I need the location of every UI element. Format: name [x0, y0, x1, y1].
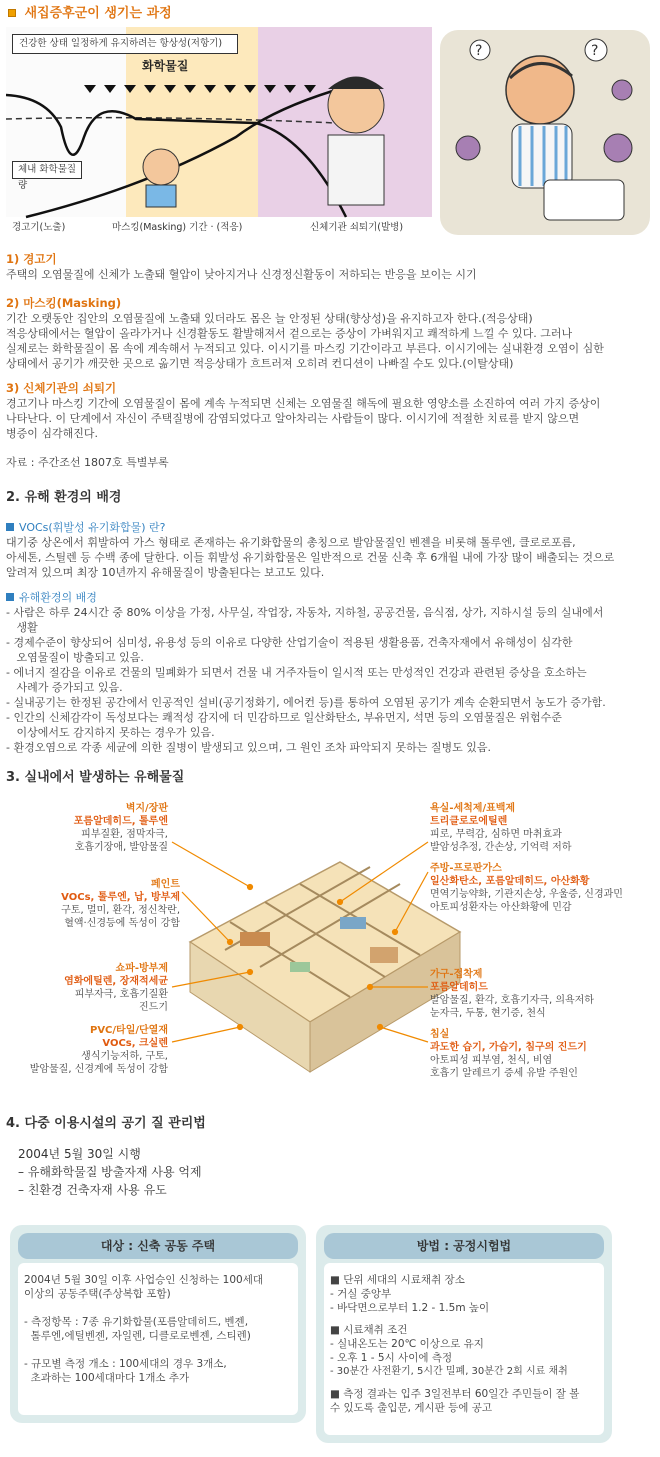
- svg-text:?: ?: [475, 43, 483, 59]
- page-title: 새집증후군이 생기는 과정: [24, 6, 172, 21]
- background-text: 이상에서도 감지하지 못하는 경우가 있음.: [6, 726, 215, 739]
- law-date: 2004년 5월 30일 시행: [18, 1147, 141, 1161]
- target-box: [10, 1225, 306, 1423]
- law-point: – 친환경 건축자재 사용 유도: [18, 1183, 167, 1197]
- section3-title: 3. 실내에서 발생하는 유해물질: [6, 770, 185, 785]
- stage-text: 병증이 심각해진다.: [6, 427, 99, 440]
- hazard-bathroom: 욕실-세척제/표백제 트리클로로에틸렌 피로, 무력감, 심하면 마취효과 발암성추정, 간손상, 기억력 저하: [430, 803, 572, 853]
- house-hazards-figure: [0, 792, 660, 1092]
- method-box-body: ■ 단위 세대의 시료채취 장소 - 거실 중앙부 - 바닥면으로부터 1.2 - 1.5m 높이 ■ 시료채취 조건 - 실내온도는 20℃ 이상으로 유지 - 오후 1 - 5시 사이에 측정 - 30분간 사전환기, 5시간 밀폐, 30분간 2회 시료 채취 ■ 측정 결과는 입주 3일전부터 60일간 주민들이 잘 볼 수 있도록 출입문, 게시판 등에 공고: [324, 1263, 604, 1435]
- hazard-kitchen: 주방-프로판가스 일산화탄소, 포름알데히드, 아산화황 면역기능약화, 기관지손상, 우울증, 신경과민 아토피성환자는 아산화황에 민감: [430, 863, 623, 913]
- method-box-header: 방법 : 공정시험법: [324, 1233, 604, 1259]
- source-note: 자료 : 주간조선 1807호 특별부록: [6, 456, 169, 469]
- background-text: 사례가 증가되고 있음.: [6, 681, 123, 694]
- homeostasis-label: 건강한 상태 일정하게 유지하려는 항상성(저항기): [12, 34, 238, 54]
- stage-text: 나타난다. 이 단계에서 자신이 주택질병에 감염되었다고 알아차리는 사람들이 많다. 이시기에 적절한 치료를 받지 않으면: [6, 412, 580, 425]
- sick-man-illustration: [440, 30, 650, 235]
- voc-text: 아세톤, 스틸렌 등 수백 종에 달한다. 이들 휘발성 유기화합물은 일반적으로 건물 신축 후 6개월 내에 가장 많이 배출되는 것으로: [6, 551, 615, 564]
- background-block: [6, 590, 656, 755]
- target-box-header: 대상 : 신축 공동 주택: [18, 1233, 298, 1259]
- phase-label-warning: 경고기(노출): [12, 222, 66, 233]
- voc-block: [6, 520, 656, 580]
- stage-text: 적응상태에서는 혈압이 올라가거나 신경활동도 활발해져서 겉으로는 증상이 가벼워지고 쾌적하게 느낄 수 있다. 그러나: [6, 327, 573, 340]
- svg-text:?: ?: [591, 43, 599, 59]
- background-text: - 에너지 절감을 이유로 건물의 밀폐화가 되면서 건물 내 거주자들이 일시적 또는 만성적인 건강과 관련된 증상을 호소하는: [6, 666, 587, 679]
- chemical-label: 화학물질: [142, 59, 189, 73]
- stage-text: 기간 오랫동안 집안의 오염물질에 노출돼 있더라도 몸은 늘 안정된 상태(향상성)을 유지하고자 한다.(적응상태): [6, 312, 533, 325]
- background-text: - 경제수준이 향상되어 심미성, 유용성 등의 이유로 다양한 산업기술이 적용된 생활용품, 건축자재에서 유해성이 심각한: [6, 636, 573, 649]
- stage-text: 실제로는 화학물질이 몸 속에 계속해서 누적되고 있다. 이시기를 마스킹 기간이라고 부른다. 이시기에는 실내환경 오염이 심한: [6, 342, 604, 355]
- background-text: - 인간의 신체감각이 독성보다는 쾌적성 감지에 더 민감하므로 일산화탄소, 부유먼지, 석면 등의 오염물질은 위험수준: [6, 711, 562, 724]
- voc-text: 알려져 있으며 최장 10년까지 유해물질이 방출된다는 보고도 있다.: [6, 566, 325, 579]
- diagram-graphics: [6, 27, 432, 237]
- law-point: – 유해화학물질 방출자재 사용 억제: [18, 1165, 202, 1179]
- hazard-paint: 페인트 VOCs, 톨루엔, 납, 방부제 구토, 멀미, 환각, 정신착란, 혈액·신경등에 독성이 강함: [61, 879, 180, 929]
- background-text: - 환경오염으로 각종 세균에 의한 질병이 발생되고 있으며, 그 원인 조차 파악되지 못하는 질병도 있음.: [6, 741, 491, 754]
- body-chemical-label: 체내 화학물질량: [12, 161, 82, 179]
- section4-title: 4. 다중 이용시설의 공기 질 관리법: [6, 1116, 206, 1131]
- method-box: [316, 1225, 612, 1443]
- background-text: - 사람은 하루 24시간 중 80% 이상을 가정, 사무실, 작업장, 자동차, 지하철, 공공건물, 음식점, 상가, 지하시설 등의 실내에서: [6, 606, 604, 619]
- stage-masking: [6, 296, 656, 371]
- square-bullet-icon: [6, 523, 14, 531]
- sick-man-drawing: [440, 30, 650, 235]
- hazard-wallpaper: 벽지/장판 포름알데히드, 톨루엔 피부질환, 점막자극, 호흡기장애, 발암물질: [73, 803, 168, 853]
- background-text: 오염물질이 방출되고 있음.: [6, 651, 144, 664]
- hazard-sofa: 쇼파-방부제 염화에틸렌, 장재적세균 피부자극, 호흡기질환 진드기: [64, 963, 168, 1013]
- stage-text: 상태에서 공기가 깨끗한 곳으로 옮기면 적응상태가 흐트러져 오히려 컨디션이 나빠질 수도 있다.(이탈상태): [6, 357, 514, 370]
- section-header: [8, 6, 172, 24]
- background-text: 생활: [6, 621, 38, 634]
- background-title: 유해환경의 배경: [19, 591, 97, 604]
- stage-warning: [6, 252, 656, 282]
- syndrome-process-diagram: [6, 27, 432, 237]
- voc-text: 대기중 상온에서 휘발하여 가스 형태로 존재하는 유기화합물의 총칭으로 발암물질인 벤젠을 비롯해 톨루엔, 클로로포름,: [6, 536, 576, 549]
- phase-label-decline: 신체기관 쇠퇴기(발병): [310, 222, 404, 233]
- target-box-body: 2004년 5월 30일 이후 사업승인 신청하는 100세대 이상의 공동주택(주상복합 포함) - 측정항목 : 7종 유기화합물(포름알데히드, 벤젠, 톨루엔,에틸벤젠, 자일렌, 디클로로벤젠, 스티렌) - 규모별 측정 개소 : 100세대의 경우 3개소, 초과하는 100세대마다 1개소 추가: [18, 1263, 298, 1415]
- stage-title: 2) 마스킹(Masking): [6, 296, 122, 310]
- stage-text: 경고기나 마스킹 기간에 오염물질이 몸에 계속 누적되면 신체는 오염물질 해독에 필요한 영양소를 소진하여 여러 가지 증상이: [6, 397, 601, 410]
- stage-decline: [6, 381, 656, 441]
- square-bullet-icon: [6, 593, 14, 601]
- hazard-bedroom: 침실 과도한 습기, 가습기, 침구의 진드기 아토피성 피부염, 천식, 비염 호흡기 알레르기 증세 유발 주원인: [430, 1029, 587, 1079]
- square-bullet-icon: [8, 9, 16, 17]
- law-summary: [18, 1145, 202, 1199]
- section2-title: 2. 유해 환경의 배경: [6, 490, 122, 505]
- stage-title: 1) 경고기: [6, 252, 57, 266]
- phase-label-masking: 마스킹(Masking) 기간 · (적응): [112, 222, 243, 233]
- hazard-furniture: 가구-접착제 포름알데히드 발암물질, 환각, 호흡기자극, 의욕저하 눈자극, 두통, 현기증, 천식: [430, 969, 594, 1019]
- background-text: - 실내공기는 한정된 공간에서 인공적인 설비(공기정화기, 에어컨 등)를 통하여 오염된 공기가 계속 순환되면서 농도가 증가함.: [6, 696, 606, 709]
- stage-text: 주택의 오염물질에 신체가 노출돼 혈압이 낮아지거나 신경정신활동이 저하되는 반응을 보이는 시기: [6, 268, 477, 281]
- hazard-pvc: PVC/타일/단열재 VOCs, 크실렌 생식기능저하, 구토, 발암물질, 신경계에 독성이 강함: [29, 1025, 168, 1075]
- stage-title: 3) 신체기관의 쇠퇴기: [6, 381, 117, 395]
- voc-title: VOCs(휘발성 유기화합물) 란?: [19, 521, 166, 534]
